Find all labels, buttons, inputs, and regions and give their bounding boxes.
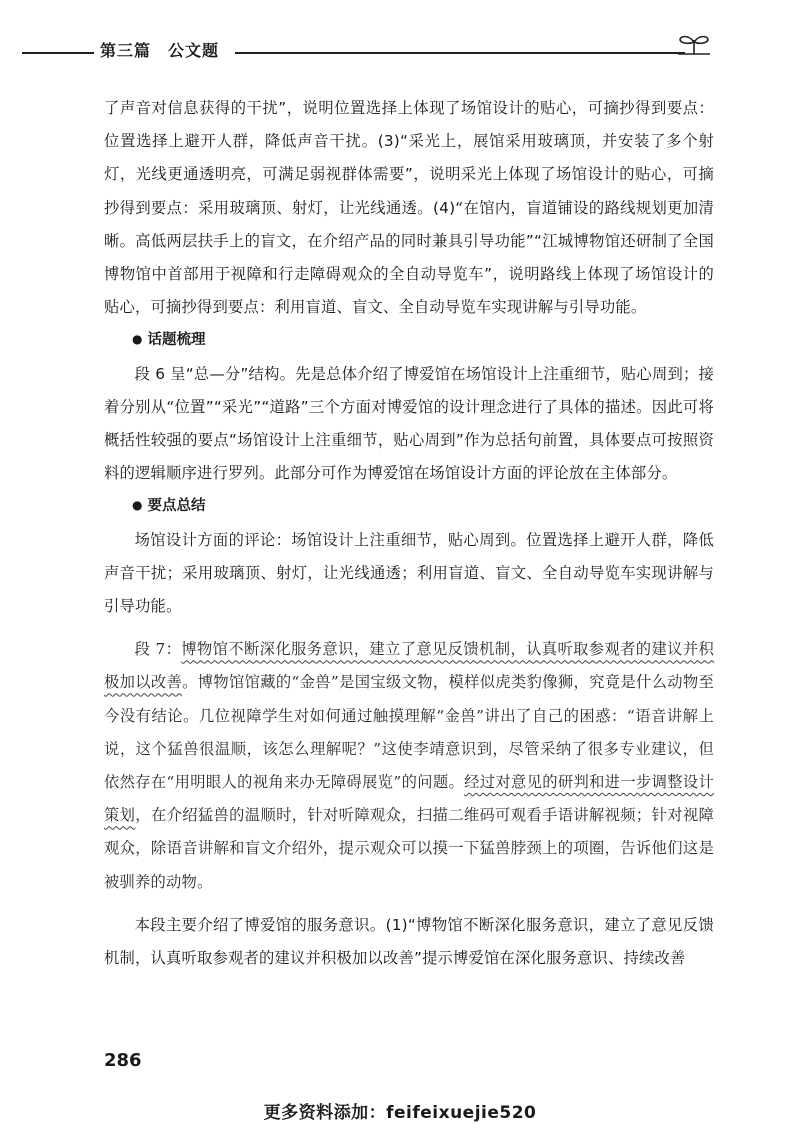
- section-title: 第三篇 公文题: [100, 41, 220, 60]
- paragraph-topic-sorting: 段 6 呈“总—分”结构。先是总体介绍了博爱馆在场馆设计上注重细节，贴心周到；接着分别从“位置”“采光”“道路”三个方面对博爱馆的设计理念进行了具体的描述。因此可将概括性较强的要点“场馆设计上注重细节，贴心周到”作为总括句前置，具体要点可按照资料的逻辑顺序进行罗列。此部分可作为博爱馆在场馆设计方面的评论放在主体部分。: [104, 364, 714, 483]
- page-body: [104, 92, 714, 975]
- page-number: 286: [104, 1050, 142, 1071]
- paragraph-analysis: 本段主要介绍了博爱馆的服务意识。(1)“博物馆不断深化服务意识，建立了意见反馈机制，认真听取参观者的建议并积极加以改善”提示博爱馆在深化服务意识、持续改善: [104, 915, 714, 968]
- header-rule-right: [235, 52, 685, 54]
- material-7-text: 。博物馆馆藏的“金兽”是国宝级文物，模样似虎类豹像狮，究竟是什么动物至今没有结论。几位视障学生对如何通过触摸理解“金兽”讲出了自己的困惑：“语音讲解上说，这个猛兽很温顺，该怎么理解呢？”这使李靖意识到，尽管采纳了很多专业建议，但依然存在“用明眼人的视角来办无障碍展览”的问题。: [104, 673, 714, 792]
- heading-key-points: ● 要点总结: [104, 490, 714, 523]
- wavy-underlined-text: 博物馆不断深化服务意识，建立了意见反馈机制，认真听取参观者的建议并积极加以改善: [104, 640, 714, 692]
- paragraph-material-7: [104, 633, 714, 899]
- paragraph-continued: 了声音对信息获得的干扰”，说明位置选择上体现了场馆设计的贴心，可摘抄得到要点：位置选择上避开人群，降低声音干扰。(3)“采光上，展馆采用玻璃顶，并安装了多个射灯，光线更通透明亮，可满足弱视群体需要”，说明采光上体现了场馆设计的贴心，可摘抄得到要点：采用玻璃顶、射灯，让光线通透。(4)“在馆内，盲道铺设的路线规划更加清晰。高低两层扶手上的盲文，在介绍产品的同时兼具引导功能”“江城博物馆还研制了全国博物馆中首部用于视障和行走障碍观众的全自动导览车”，说明路线上体现了场馆设计的贴心，可摘抄得到要点：利用盲道、盲文、全自动导览车实现讲解与引导功能。: [104, 99, 714, 317]
- heading-topic-sorting: ● 话题梳理: [104, 324, 714, 357]
- material-7-label: 段 7：: [134, 640, 182, 659]
- header-rule-left: [22, 52, 94, 54]
- footer-note: 更多资料添加：feifeixuejie520: [263, 1103, 537, 1123]
- material-7-text-end: ，在介绍猛兽的温顺时，针对听障观众，扫描二维码可观看手语讲解视频；针对视障观众，除语音讲解和盲文介绍外，提示观众可以摸一下猛兽脖颈上的项圈，告诉他们这是被驯养的动物。: [104, 806, 714, 891]
- wavy-underlined-text: 经过对意见的研判和进一步调整设计策划: [104, 773, 714, 825]
- paragraph-key-points: 场馆设计方面的评论：场馆设计上注重细节，贴心周到。位置选择上避开人群，降低声音干扰；采用玻璃顶、射灯，让光线通透；利用盲道、盲文、全自动导览车实现讲解与引导功能。: [104, 530, 714, 616]
- sprout-icon: [676, 32, 712, 56]
- page-header: [0, 30, 800, 70]
